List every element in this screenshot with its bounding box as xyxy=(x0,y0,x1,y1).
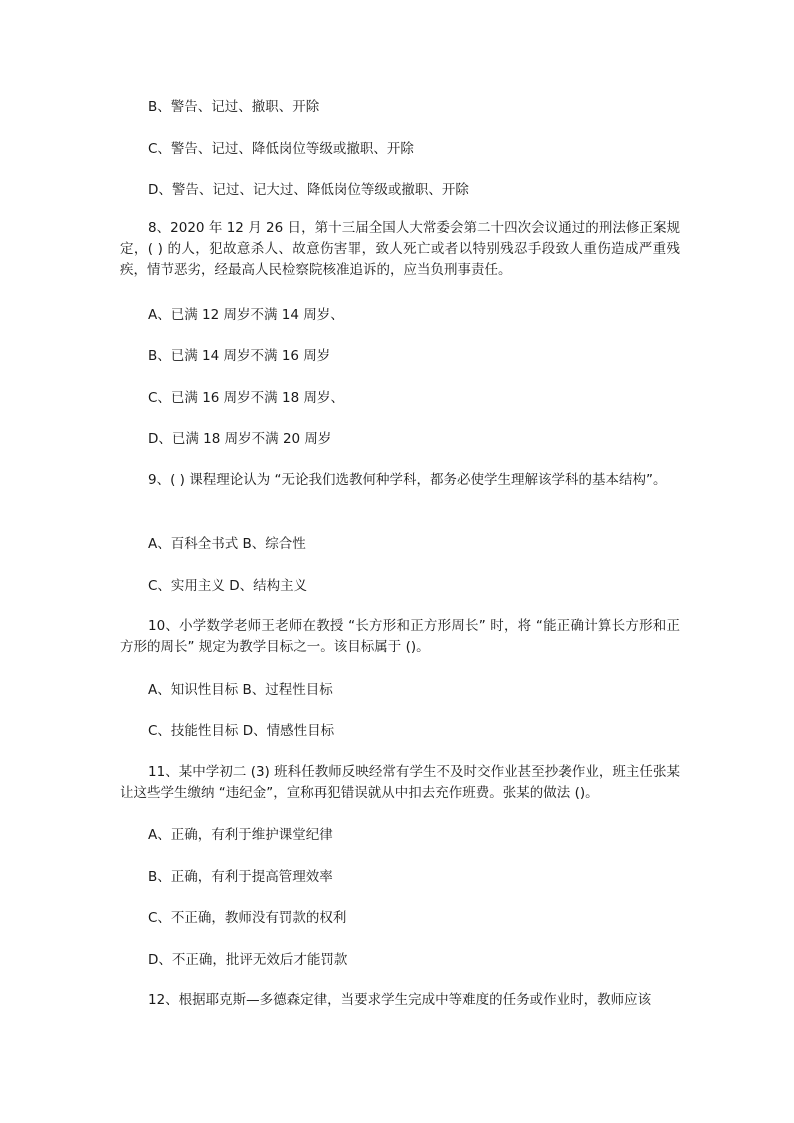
q10-options-cd: C、技能性目标 D、情感性目标 xyxy=(148,723,335,739)
q7-option-d: D、警告、记过、记大过、降低岗位等级或撤职、开除 xyxy=(148,182,469,198)
q9-stem: 9、( ) 课程理论认为 “无论我们选教何种学科，都务必使学生理解该学科的基本结构”。 xyxy=(148,472,667,488)
q9-options-cd: C、实用主义 D、结构主义 xyxy=(148,578,308,594)
q11-option-a: A、正确，有利于维护课堂纪律 xyxy=(148,827,333,843)
q8-option-a: A、已满 12 周岁不满 14 周岁、 xyxy=(148,307,344,323)
q11-stem: 11、某中学初二 (3) 班科任教师反映经常有学生不及时交作业甚至抄袭作业，班主任张某让这些学生缴纳 “违纪金”，宣称再犯错误就从中扣去充作班费。张某的做法 ()。 xyxy=(120,764,680,801)
q8-stem: 8、2020 年 12 月 26 日，第十三届全国人大常委会第二十四次会议通过的刑法修正案规定，( ) 的人，犯故意杀人、故意伤害罪，致人死亡或者以特别残忍手段致人重伤造成严重残疾，情节恶劣，经最高人民检察院核准追诉的，应当负刑事责任。 xyxy=(120,220,680,278)
q7-option-b: B、警告、记过、撤职、开除 xyxy=(148,99,320,115)
q12-stem: 12、根据耶克斯—多德森定律，当要求学生完成中等难度的任务或作业时，教师应该 xyxy=(148,992,652,1008)
q10-stem: 10、小学数学老师王老师在教授 “长方形和正方形周长” 时，将 “能正确计算长方形和正方形的周长” 规定为教学目标之一。该目标属于 ()。 xyxy=(120,618,680,655)
q11-option-c: C、不正确，教师没有罚款的权利 xyxy=(148,910,347,926)
q10-options-ab: A、知识性目标 B、过程性目标 xyxy=(148,682,333,698)
q8-option-b: B、已满 14 周岁不满 16 周岁 xyxy=(148,348,331,364)
q8-option-d: D、已满 18 周岁不满 20 周岁 xyxy=(148,431,332,447)
q9-options-ab: A、百科全书式 B、综合性 xyxy=(148,536,306,552)
q7-option-c: C、警告、记过、降低岗位等级或撤职、开除 xyxy=(148,141,414,157)
q11-option-b: B、正确，有利于提高管理效率 xyxy=(148,869,333,885)
q8-option-c: C、已满 16 周岁不满 18 周岁、 xyxy=(148,390,344,406)
q11-option-d: D、不正确，批评无效后才能罚款 xyxy=(148,952,348,968)
